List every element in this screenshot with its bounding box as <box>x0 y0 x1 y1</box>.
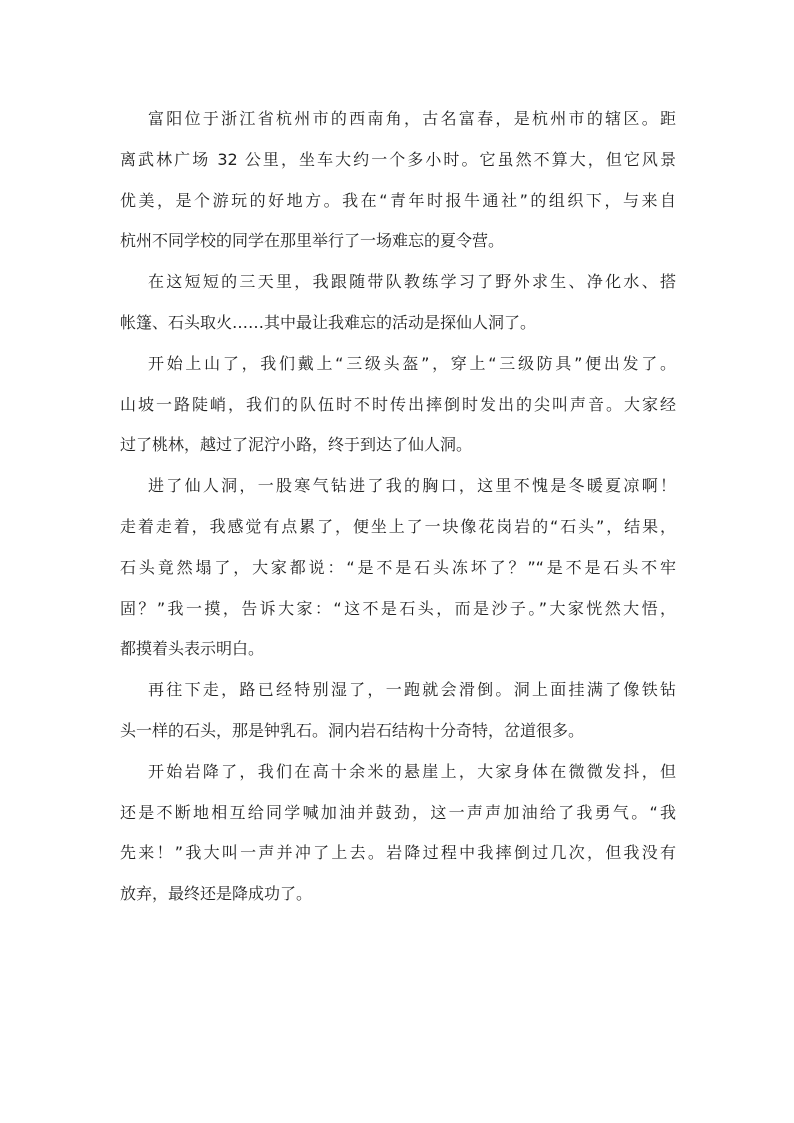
paragraph-line: 开始上山了，我们戴上“三级头盔”，穿上“三级防具”便出发了。 <box>148 353 676 373</box>
paragraph-line: 都摸着头表示明白。 <box>120 639 265 659</box>
paragraph-line: 离武林广场 32 公里，坐车大约一个多小时。它虽然不算大，但它风景 <box>120 149 676 169</box>
paragraph-line: 进了仙人洞，一股寒气钻进了我的胸口，这里不愧是冬暖夏凉啊！ <box>148 476 676 496</box>
paragraph-line: 放弃，最终还是降成功了。 <box>120 884 313 904</box>
paragraph-6 <box>120 752 676 915</box>
paragraph-2 <box>120 262 676 344</box>
paragraph-line: 头一样的石头，那是钟乳石。洞内岩石结构十分奇特，岔道很多。 <box>120 720 585 740</box>
paragraph-line: 还是不断地相互给同学喊加油并鼓劲，这一声声加油给了我勇气。“我 <box>120 802 676 822</box>
paragraph-3 <box>120 344 676 466</box>
paragraph-line: 开始岩降了，我们在高十余米的悬崖上，大家身体在微微发抖，但 <box>148 761 676 781</box>
paragraph-line: 过了桃林，越过了泥泞小路，终于到达了仙人洞。 <box>120 435 473 455</box>
paragraph-line: 石头竟然塌了，大家都说：“是不是石头冻坏了？”“是不是石头不牢 <box>120 557 676 577</box>
paragraph-line: 帐篷、石头取火……其中最让我难忘的活动是探仙人洞了。 <box>120 312 537 332</box>
paragraph-line: 优美，是个游玩的好地方。我在“青年时报牛通社”的组织下，与来自 <box>120 190 676 210</box>
paragraph-1 <box>120 99 676 262</box>
paragraph-line: 山坡一路陡峭，我们的队伍时不时传出摔倒时发出的尖叫声音。大家经 <box>120 394 676 414</box>
essay-body <box>120 99 676 915</box>
paragraph-line: 在这短短的三天里，我跟随带队教练学习了野外求生、净化水、搭 <box>148 272 676 292</box>
paragraph-line: 走着走着，我感觉有点累了，便坐上了一块像花岗岩的“石头”，结果， <box>120 516 676 536</box>
paragraph-line: 先来！”我大叫一声并冲了上去。岩降过程中我摔倒过几次，但我没有 <box>120 843 676 863</box>
paragraph-line: 杭州不同学校的同学在那里举行了一场难忘的夏令营。 <box>120 231 505 251</box>
paragraph-line: 再往下走，路已经特别湿了，一跑就会滑倒。洞上面挂满了像铁钻 <box>148 680 676 700</box>
paragraph-line: 富阳位于浙江省杭州市的西南角，古名富春，是杭州市的辖区。距 <box>148 109 676 128</box>
paragraph-5 <box>120 670 676 752</box>
paragraph-line: 固？”我一摸，告诉大家：“这不是石头，而是沙子。”大家恍然大悟， <box>120 598 676 618</box>
paragraph-4 <box>120 466 676 670</box>
